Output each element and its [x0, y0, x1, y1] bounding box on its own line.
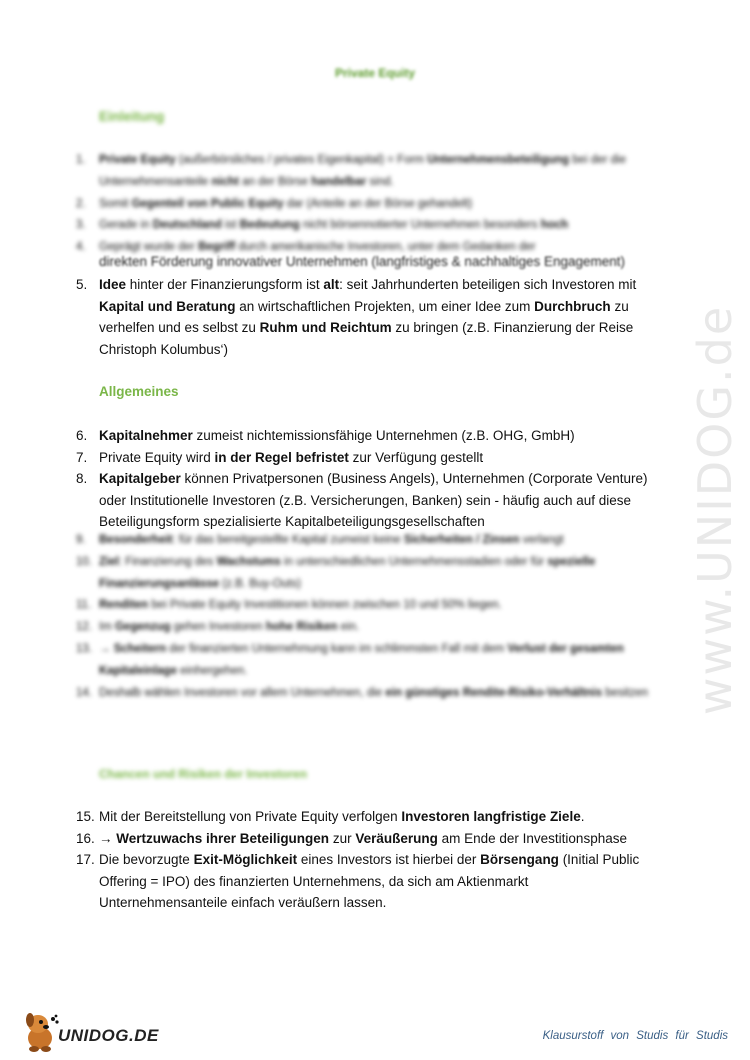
- list-item-text: Kapitalnehmer zumeist nichtemissionsfähige Unternehmen (z.B. OHG, GmbH): [99, 428, 575, 443]
- list-item-text: Im Gegenzug gehen Investoren hohe Risiken ein.: [99, 621, 360, 634]
- intro-list: [0, 150, 750, 259]
- dog-mascot-icon: [22, 1010, 62, 1054]
- list-item-number: 7.: [76, 449, 88, 465]
- list-item-text: Deshalb wählen Investoren vor allem Unternehmen, die ein günstiges Rendite-Risiko-Verhältnis besitzen: [99, 686, 649, 699]
- list-item: [0, 595, 750, 617]
- list-item: [0, 447, 750, 469]
- section-heading-intro: Einleitung: [99, 109, 165, 124]
- list-item-number: 5.: [76, 277, 88, 292]
- list-item-number: 1.: [76, 154, 86, 166]
- list-item: [0, 215, 750, 237]
- section-heading-general: Allgemeines: [99, 384, 179, 399]
- list-item-number: 9.: [76, 534, 86, 546]
- chances-list: [0, 806, 750, 914]
- list-item: [0, 468, 750, 533]
- list-item-number: 16.: [76, 830, 95, 846]
- list-item-number: 3.: [76, 219, 86, 232]
- general-list: [0, 425, 750, 533]
- list-item: [0, 530, 750, 552]
- list-item: [0, 617, 750, 639]
- partially-hidden-line: direkten Förderung innovativer Unternehmen (langfristiges & nachhaltiges Engagement): [99, 254, 626, 269]
- watermark: [690, 290, 740, 730]
- list-item: [0, 425, 750, 447]
- brand-name: UNIDOG.DE: [58, 1026, 159, 1045]
- list-item-text: → Wertzuwachs ihrer Beteiligungen zur Veräußerung am Ende der Investitionsphase: [99, 830, 627, 846]
- list-item-text: Kapitalgeber können Privatpersonen (Business Angels), Unternehmen (Corporate Venture) oder Institutionelle Investoren (z.B. Versicherungen, Banken) sein - häufig auch auf diese Beteiligungsform spezialisierte Kapitalbeteiligungsgesellschaften: [99, 471, 648, 529]
- list-item-text: Private Equity (außerbörsliches / privates Eigenkapital) = Form Unternehmensbeteiligung bei der die Unternehmensanteile nicht an der Börse handelbar sind.: [99, 154, 626, 188]
- list-item-text: Private Equity wird in der Regel befristet zur Verfügung gestellt: [99, 449, 484, 465]
- list-item-text: Mit der Bereitstellung von Private Equity verfolgen Investoren langfristige Ziele.: [99, 809, 585, 824]
- list-item-number: 12.: [76, 621, 92, 634]
- list-item-number: 4.: [76, 241, 86, 254]
- list-item-text: Besonderheit: für das bereitgestellte Kapital zumeist keine Sicherheiten / Zinsen verlangt: [99, 534, 564, 546]
- unidog-logo: [22, 1010, 162, 1054]
- list-item: [0, 552, 750, 596]
- list-item: [0, 683, 750, 705]
- watermark-text: www.UNIDOG.de: [688, 304, 742, 716]
- list-item-number: 13.: [76, 642, 92, 655]
- list-item: [0, 194, 750, 216]
- list-item-number: 15.: [76, 809, 95, 824]
- list-item: [0, 639, 750, 683]
- list-item-text: Die bevorzugte Exit-Möglichkeit eines Investors ist hierbei der Börsengang (Initial Public Offering = IPO) des finanzierten Unternehmens, da sich am Aktienmarkt Unternehmensanteile einfach veräußern lassen.: [99, 852, 640, 910]
- list-item-text: → Scheitern der finanzierten Unternehmung kann im schlimmsten Fall mit dem Verlust der gesamten Kapitaleinlage einhergehen.: [99, 642, 624, 677]
- list-item-number: 8.: [76, 471, 88, 486]
- list-item-number: 11.: [76, 599, 92, 612]
- section-heading-chances: Chancen und Risiken der Investoren: [99, 767, 308, 781]
- list-item-text: Geprägt wurde der Begriff durch amerikanische Investoren, unter dem Gedanken der: [99, 241, 536, 254]
- list-item-text: Somit Gegenteil von Public Equity dar (Anteile an der Börse gehandelt): [99, 197, 473, 210]
- list-item: [0, 150, 750, 194]
- list-item-text: Idee hinter der Finanzierungsform ist alt: seit Jahrhunderten beteiligen sich Investoren mit Kapital und Beratung an wirtschaftlichen Projekten, um einer Idee zum Durchbruch zu verhelfen und es selbst zu Ruhm und Reichtum zu bringen (z.B. Finanzierung der Reise Christoph Kolumbus‘): [99, 277, 637, 357]
- list-item-number: 10.: [76, 555, 92, 568]
- general-list-blurred: [0, 530, 750, 704]
- list-item: [0, 849, 750, 914]
- list-item-text: Renditen bei Private Equity Investitionen können zwischen 10 und 50% liegen.: [99, 599, 502, 612]
- list-item-number: 14.: [76, 686, 92, 699]
- list-item: [0, 828, 750, 850]
- footer-tagline: Klausurstoff von Studis für Studis: [542, 1030, 728, 1042]
- list-item: [0, 274, 750, 360]
- list-item-text: Ziel: Finanzierung des Wachstums in unterschiedlichen Unternehmensstadien oder für spezielle Finanzierungsanlässe (z.B. Buy-Outs): [99, 555, 596, 590]
- document-title: Private Equity: [334, 66, 416, 80]
- item-5-list: [0, 274, 750, 360]
- list-item-number: 17.: [76, 852, 95, 867]
- list-item: [0, 806, 750, 828]
- list-item-number: 2.: [76, 197, 86, 210]
- list-item-text: Gerade in Deutschland ist Bedeutung nicht börsennotierter Unternehmen besonders hoch: [99, 219, 569, 232]
- list-item-number: 6.: [76, 428, 88, 443]
